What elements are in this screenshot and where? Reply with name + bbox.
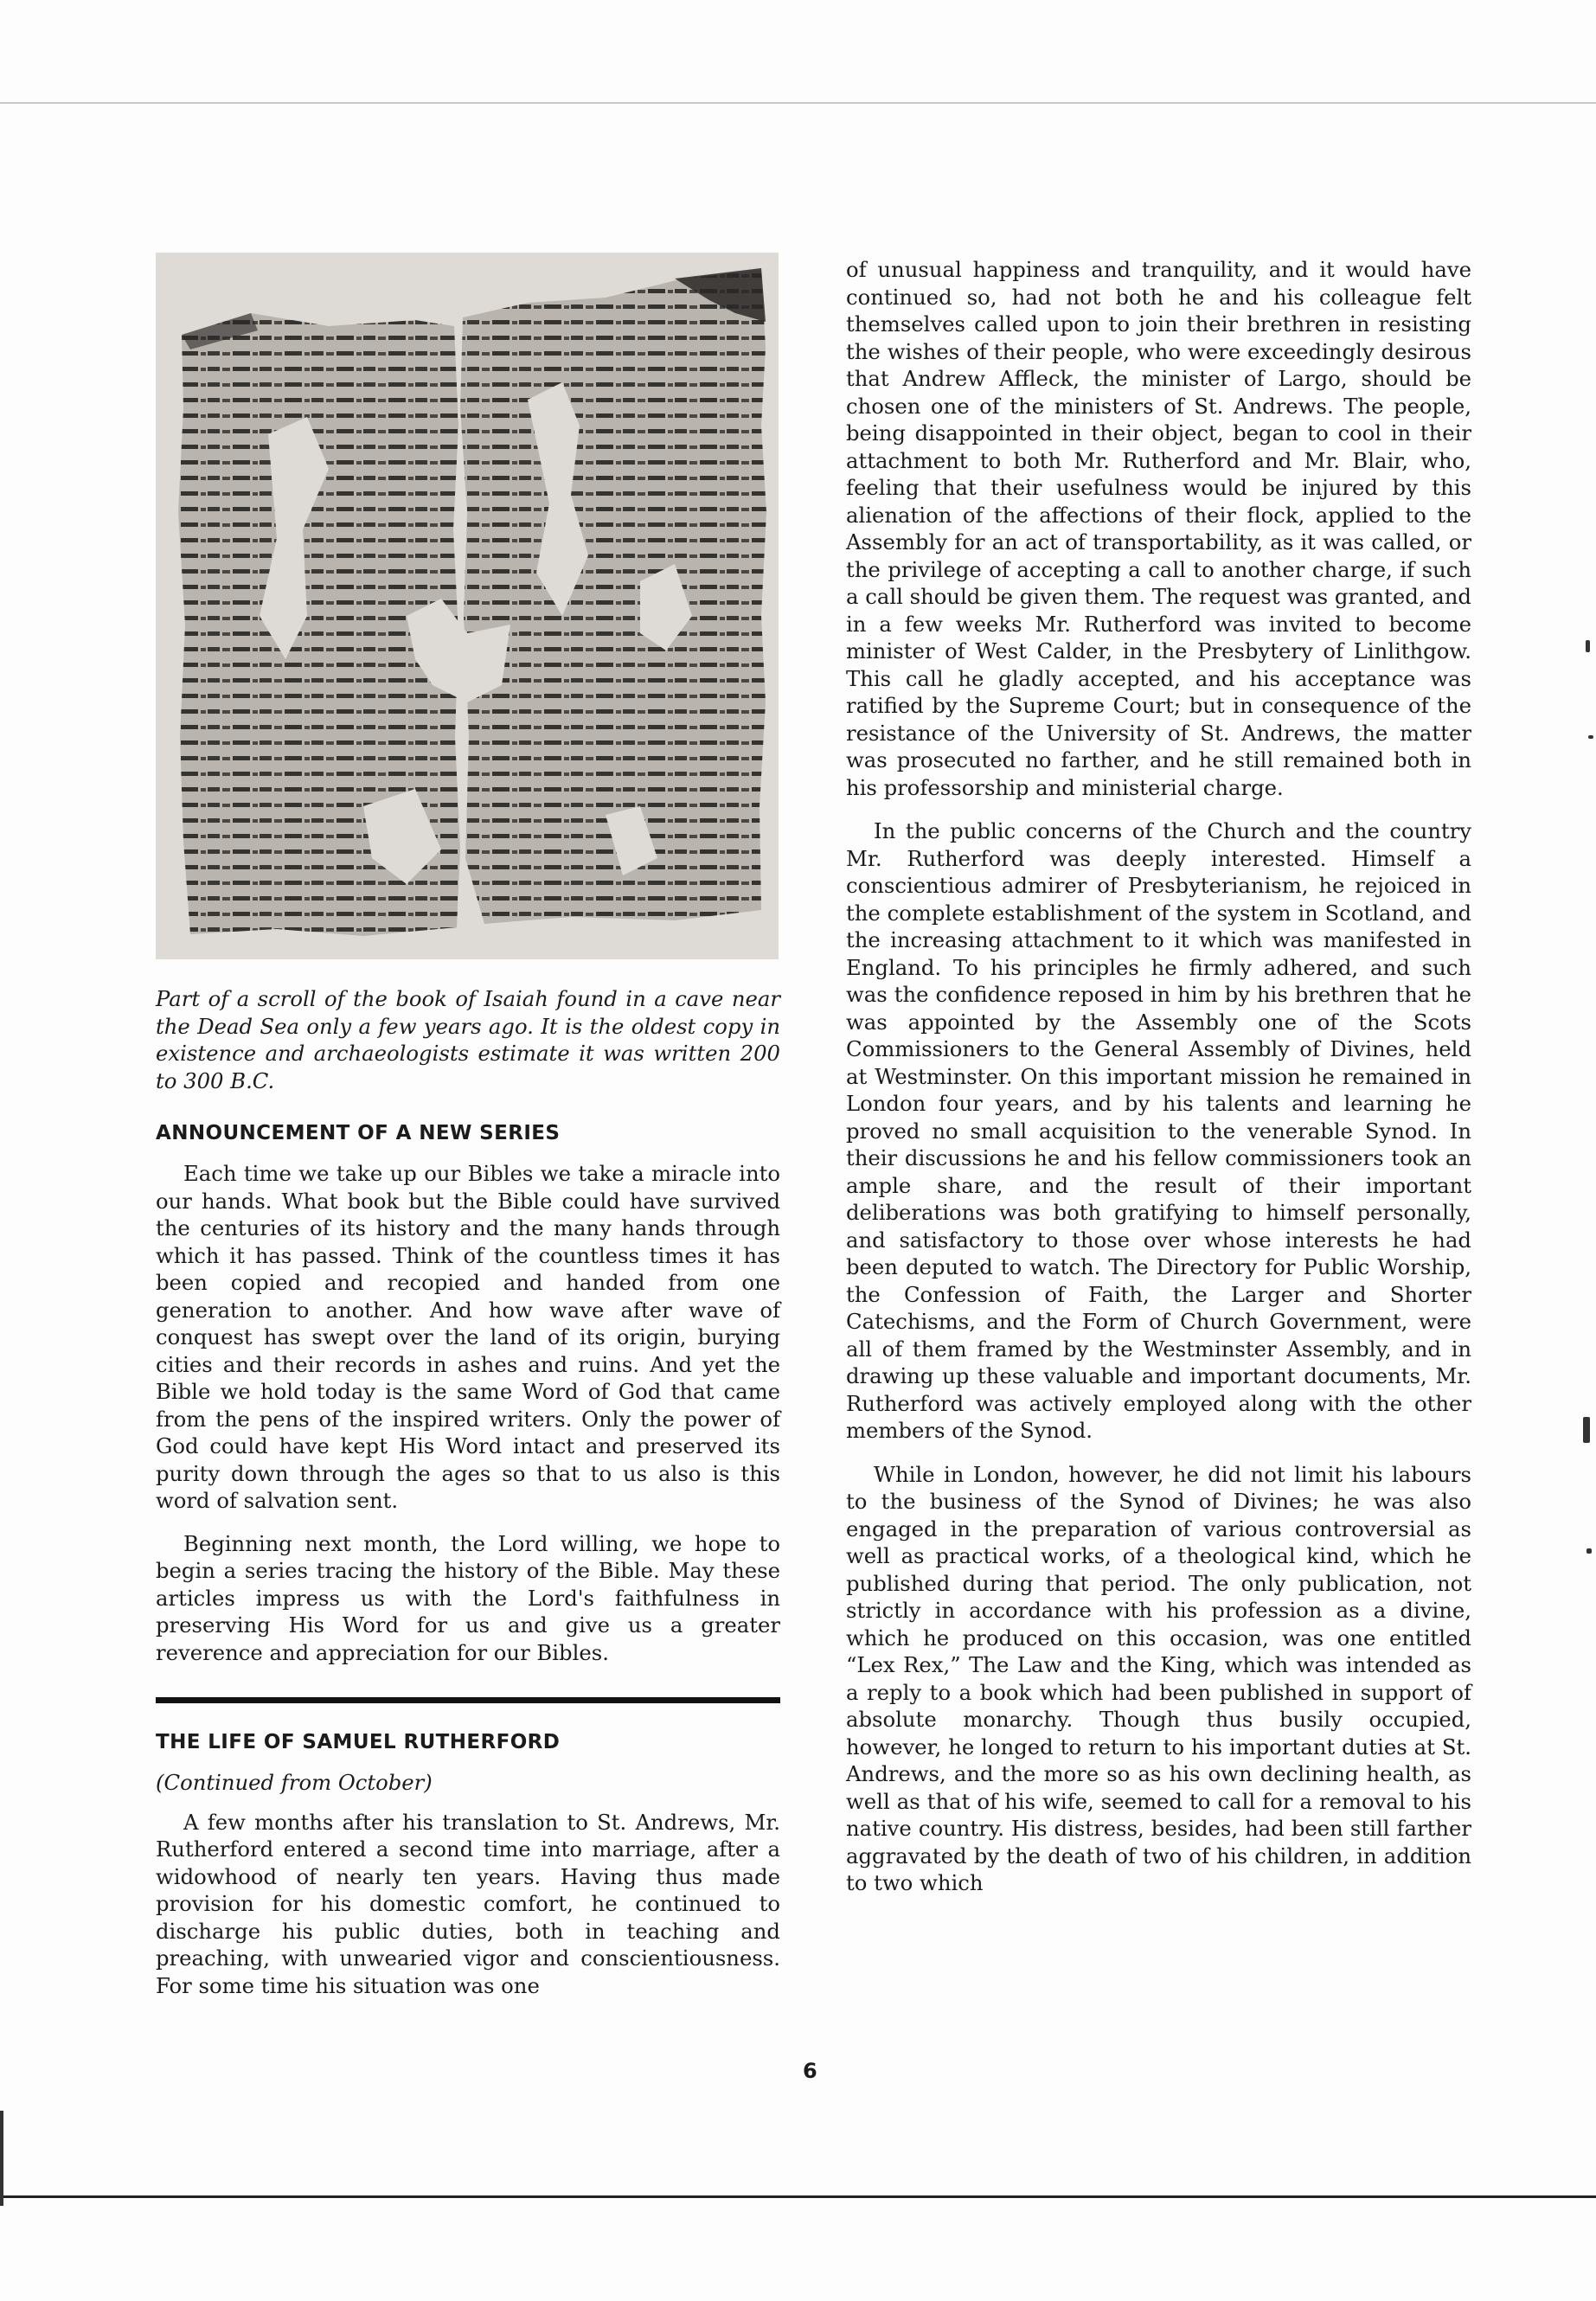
rutherford-paragraph-continued: of unusual happiness and tranquility, and it would have continued so, had not both he and his colleague felt themselves called upon to join their brethren in resisting the wishes of their people, who were exceedingly desirous that Andrew Affleck, the minister of Largo, should be chosen one of the ministers of St. Andrews. The people, being disappointed in their object, began to cool in their attachment to both Mr. Rutherford and Mr. Blair, who, feeling that their usefulness would be injured by this alienation of the affections of their flock, applied to the Assembly for an act of transportability, as it was called, or the privilege of accepting a call to another charge, if such a call should be given them. The request was granted, and in a few weeks Mr. Rutherford was invited to become minister of West Calder, in the Presbytery of Linlithgow. This call he gladly accepted, and his acceptance was ratified by the Supreme Court; but in consequence of the resistance of the University of St. Andrews, the matter was prosecuted no farther, and he still remained both in his professorship and ministerial charge. (846, 257, 1471, 800)
continued-note: (Continued from October) (156, 1770, 433, 1795)
announcement-paragraph: Each time we take up our Bibles we take a miracle into our hands. What book but the Bible could have survived the centuries of its history and the many hands through which it has passed. Think of the countless times it has been copied and recopied and handed from one generation to another. And how wave after wave of conquest has swept over the land of its origin, burying cities and their records in ashes and ruins. And yet the Bible we hold today is the same Word of God that came from the pens of the inspired writers. Only the power of God could have kept His Word intact and preserved its purity down through the ages so that to us also is this word of salvation sent. (156, 1161, 780, 1513)
scroll-fragment-illustration (156, 253, 779, 959)
scan-edge-left (0, 2111, 3, 2206)
scan-mark (1583, 1417, 1590, 1443)
scan-edge-bottom (0, 2195, 1596, 2198)
page-number: 6 (803, 2059, 817, 2083)
announcement-heading: ANNOUNCEMENT OF A NEW SERIES (156, 1122, 561, 1144)
announcement-paragraph: Beginning next month, the Lord willing, we hope to begin a series tracing the history of the Bible. May these articles impress us with the Lord's faithfulness in preserving His Word for us and give us a greater reverence and appreciation for our Bibles. (156, 1530, 780, 1665)
scan-mark (1588, 735, 1593, 739)
right-column (846, 256, 1471, 1913)
rutherford-paragraph: While in London, however, he did not limit his labours to the business of the Synod of Divines; he was also engaged in the preparation of various controversial as well as practical works, of a theological kind, which he published during that period. The only publication, not strictly in accordance with his profession as a divine, which he produced on this occasion, was one entitled “Lex Rex,” The Law and the King, which was intended as a reply to a book which had been published in support of absolute monarchy. Though thus busily occupied, however, he longed to return to his important duties at St. Andrews, and the more so as his own declining health, as well as that of his wife, seemed to call for a removal to his native country. His distress, besides, had been still farther aggravated by the death of two of his children, in addition to two which (846, 1461, 1471, 1895)
scroll-photo (156, 253, 779, 959)
left-column (156, 253, 780, 2015)
figure-caption: Part of a scroll of the book of Isaiah found in a cave near the Dead Sea only a few years ago. It is the oldest copy in existence and archaeologists estimate it was written 200 to 300 B.C. (156, 986, 780, 1093)
rutherford-paragraph: In the public concerns of the Church and the country Mr. Rutherford was deeply interested. Himself a conscientious admirer of Presbyterianism, he rejoiced in the complete establishment of the system in Scotland, and the increasing attachment to it which was manifested in England. To his principles he firmly adhered, and such was the confidence reposed in him by his brethren that he was appointed by the Assembly one of the Scots Commissioners to the General Assembly of Divines, held at Westminster. On this important mission he remained in London four years, and by his talents and learning he proved no small acquisition to the venerable Synod. In their discussions he and his fellow commissioners took an ample share, and the result of their important deliberations was both gratifying to himself personally, and satisfactory to those over whose interests he had been deputed to watch. The Directory for Public Worship, the Confession of Faith, the Larger and Shorter Catechisms, and the Form of Church Government, were all of them framed by the Westminster Assembly, and in drawing up these valuable and important documents, Mr. Rutherford was actively employed along with the other members of the Synod. (846, 818, 1471, 1443)
scan-edge-top (0, 102, 1596, 104)
scan-mark (1586, 1548, 1592, 1554)
rutherford-heading: THE LIFE OF SAMUEL RUTHERFORD (156, 1731, 561, 1753)
scan-mark (1586, 640, 1590, 652)
rutherford-paragraph: A few months after his translation to St. Andrews, Mr. Rutherford entered a second time into marriage, after a widowhood of nearly ten years. Having thus made provision for his domestic comfort, he continued to discharge his public duties, both in teaching and preaching, with unwearied vigor and conscientiousness. For some time his situation was one (156, 1809, 780, 1998)
section-divider (156, 1697, 780, 1703)
